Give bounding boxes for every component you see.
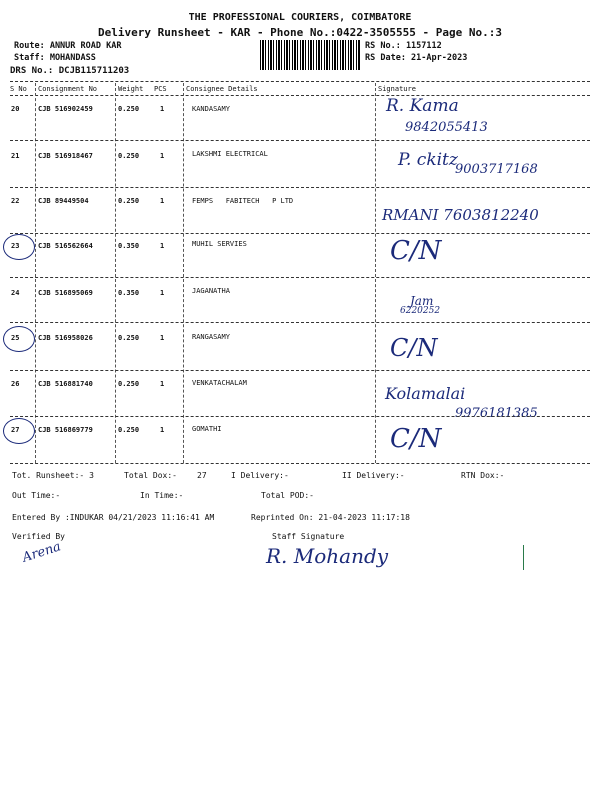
- col-consignee: Consignee Details: [186, 85, 258, 93]
- row-signature-phone: 9003717168: [455, 162, 538, 177]
- staff-signature: R. Mohandy: [266, 544, 389, 568]
- row-sno: 21: [11, 152, 20, 160]
- row-weight: 0.250: [118, 105, 140, 113]
- row-weight: 0.250: [118, 152, 140, 160]
- row-consignment: CJB 516895069: [38, 289, 93, 297]
- row-consignment: CJB 516918467: [38, 152, 93, 160]
- row-consignment: CJB 516562664: [38, 242, 93, 250]
- col-signature: Signature: [378, 85, 416, 93]
- row-sno: 22: [11, 197, 20, 205]
- in-time: In Time:-: [140, 491, 184, 500]
- col-consignment: Consignment No: [38, 85, 98, 93]
- row-rule: [10, 233, 590, 234]
- row-consignee: VENKATACHALAM: [192, 379, 247, 387]
- row-consignee: GOMATHI: [192, 425, 222, 433]
- rs-number: RS No.: 1157112: [365, 41, 442, 51]
- out-time: Out Time:-: [12, 491, 61, 500]
- row-consignment: CJB 516869779: [38, 426, 93, 434]
- row-signature: Kolamalai: [385, 384, 466, 403]
- row-rule: [10, 277, 590, 278]
- margin-mark: [523, 545, 524, 570]
- row-signature-phone: 6220252: [400, 306, 441, 316]
- row-signature-phone: 9976181385: [455, 406, 538, 421]
- header-rule: [10, 95, 590, 96]
- row-weight: 0.250: [118, 334, 140, 342]
- row-signature: RMANI 7603812240: [382, 206, 539, 224]
- table-top-rule: [10, 81, 590, 82]
- row-weight: 0.350: [118, 289, 140, 297]
- tot-runsheet: Tot. Runsheet:- 3: [12, 471, 94, 480]
- verified-signature: Arena: [20, 539, 63, 566]
- company-title: THE PROFESSIONAL COURIERS, COIMBATORE: [188, 12, 412, 23]
- row-signature: C/N: [390, 334, 438, 362]
- row-sno: 20: [11, 105, 20, 113]
- drs-number: DRS No.: DCJB115711203: [10, 66, 130, 76]
- i-delivery: I Delivery:-: [231, 471, 289, 480]
- row-consignment: CJB 516881740: [38, 380, 93, 388]
- row-weight: 0.350: [118, 242, 140, 250]
- row-rule: [10, 140, 590, 141]
- row-signature: Jam: [410, 294, 434, 308]
- row-sno: 26: [11, 380, 20, 388]
- rtn-dox: RTN Dox:-: [461, 471, 505, 480]
- row-consignee: KANDASAMY: [192, 105, 230, 113]
- row-consignee: JAGANATHA: [192, 287, 230, 295]
- col-weight: Weight: [118, 85, 144, 93]
- col-sno: S No: [10, 85, 27, 93]
- row-sno: 25: [11, 334, 20, 342]
- row-consignment: CJB 89449504: [38, 197, 89, 205]
- row-pcs: 1: [160, 197, 165, 205]
- route-label: Route: ANNUR ROAD KAR: [14, 41, 122, 51]
- row-consignee: LAKSHMI ELECTRICAL: [192, 150, 268, 158]
- row-pcs: 1: [160, 289, 165, 297]
- row-weight: 0.250: [118, 380, 140, 388]
- row-signature: R. Kama: [386, 96, 459, 116]
- staff-signature-label: Staff Signature: [272, 532, 345, 541]
- row-rule: [10, 370, 590, 371]
- row-pcs: 1: [160, 105, 165, 113]
- row-consignee: MUHIL SERVIES: [192, 240, 247, 248]
- row-pcs: 1: [160, 242, 165, 250]
- total-dox-label: Total Dox:-: [124, 471, 177, 480]
- row-consignee: RANGASAMY: [192, 333, 230, 341]
- row-pcs: 1: [160, 426, 165, 434]
- rs-date: RS Date: 21-Apr-2023: [365, 53, 468, 63]
- table-bottom-rule: [10, 463, 590, 464]
- runsheet-subtitle: Delivery Runsheet - KAR - Phone No.:0422-3505555 - Page No.:3: [98, 26, 502, 39]
- reprinted-on: Reprinted On: 21-04-2023 11:17:18: [251, 513, 410, 522]
- staff-label: Staff: MOHANDASS: [14, 53, 96, 63]
- ii-delivery: II Delivery:-: [342, 471, 405, 480]
- row-sno: 27: [11, 426, 20, 434]
- row-rule: [10, 322, 590, 323]
- row-weight: 0.250: [118, 197, 140, 205]
- barcode-image: [260, 40, 360, 70]
- row-consignment: CJB 516902459: [38, 105, 93, 113]
- row-pcs: 1: [160, 334, 165, 342]
- row-consignment: CJB 516958026: [38, 334, 93, 342]
- row-pcs: 1: [160, 152, 165, 160]
- entered-by: Entered By :INDUKAR 04/21/2023 11:16:41 AM: [12, 513, 215, 522]
- row-consignee: FEMPS FABITECH P LTD: [192, 197, 294, 205]
- row-signature-phone: 9842055413: [405, 120, 488, 135]
- row-pcs: 1: [160, 380, 165, 388]
- row-sno: 24: [11, 289, 20, 297]
- total-pod: Total POD:-: [261, 491, 314, 500]
- row-signature: P. ckitz: [398, 150, 458, 170]
- row-rule: [10, 416, 590, 417]
- row-signature: C/N: [390, 236, 442, 266]
- verified-by-label: Verified By: [12, 532, 65, 541]
- total-dox-value: 27: [197, 471, 207, 480]
- row-rule: [10, 187, 590, 188]
- col-pcs: PCS: [154, 85, 167, 93]
- row-sno: 23: [11, 242, 20, 250]
- row-weight: 0.250: [118, 426, 140, 434]
- row-signature: C/N: [390, 424, 442, 454]
